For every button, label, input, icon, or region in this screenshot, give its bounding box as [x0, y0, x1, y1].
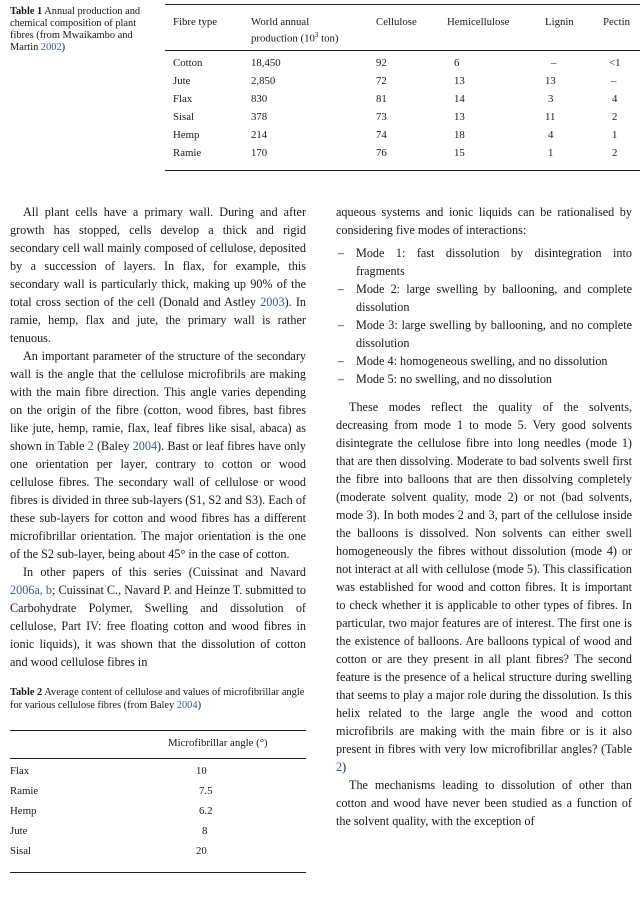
table2-cell-fibre: Flax [10, 765, 30, 777]
right-paragraph-2: The mechanisms leading to dissolution of other than cotton and wood have never been studied as a function of the solvent quality, with the exception of [336, 778, 632, 828]
table1-header-pectin: Pectin [603, 16, 630, 28]
table1-cell-pectin: 2 [612, 147, 618, 159]
table2-caption-text: Average content of cellulose and values of microfibrillar angle for various cellulose fibres (from Baley [10, 687, 305, 711]
table2-row [10, 845, 306, 865]
table1-cell-lignin: 3 [548, 93, 554, 105]
table1-header-fibre: Fibre type [173, 16, 218, 28]
table1-caption-citation[interactable]: 2002 [40, 42, 62, 53]
table1-cell-pectin: <1 [609, 57, 621, 69]
table1-cell-production: 378 [251, 111, 268, 123]
table1-row [165, 57, 640, 75]
table1-cell-production: 214 [251, 129, 268, 141]
mode-item: – Mode 3: large swelling by ballooning, and no complete dissolution [336, 316, 632, 352]
table2-cell-fibre: Jute [10, 825, 28, 837]
table1-cell-hemicellulose: 15 [454, 147, 465, 159]
table1-caption-label: Table 1 [10, 6, 43, 17]
table1-cell-hemicellulose: 18 [454, 129, 465, 141]
table2-cell-angle: 20 [196, 845, 207, 857]
table1-header-production-text: production (10 [251, 32, 315, 45]
left-p2-text-end: ). Bast or leaf fibres have only one orientation per layer, contrary to cotton or wood cellulose fibres. The secondary wall of cellulose or wood fibres is divided in three sub-layers (S1, S2 and S3). Each of these sub-layers for cotton and wood fibres has a different microfibrillar orientation. The major orientation is the one of the S2 sub-layer, being about 45° in the case of cotton. [10, 439, 306, 561]
table-reference-link[interactable]: 2 [87, 439, 94, 453]
table1-cell-lignin: 13 [545, 75, 556, 87]
table2-bottom-rule [10, 872, 306, 873]
left-p3-text-end: ; Cuissinat C., Navard P. and Heinze T. submitted to Carbohydrate Polymer, Swelling and dissolution of cellulose, Part IV: free floating cotton and wood fibres in ionic liquids), it was shown that the dissolution of cotton and wood cellulose fibres in [10, 583, 306, 669]
modes-list [336, 244, 632, 388]
table2-row [10, 825, 306, 845]
table2-caption-label: Table 2 [10, 687, 43, 698]
table1-header-hemicellulose: Hemicellulose [447, 16, 510, 28]
table2-row [10, 785, 306, 805]
table1-header-production-unit: ton) [318, 32, 339, 45]
table1-cell-fibre: Sisal [173, 111, 194, 123]
table2-header-rule [10, 758, 306, 759]
table1-cell-fibre: Flax [173, 93, 193, 105]
table1-cell-production: 830 [251, 93, 268, 105]
table1-cell-lignin: 4 [548, 129, 554, 141]
right-p1-text-end: ) [342, 760, 347, 774]
table2-cell-angle: 6.2 [199, 805, 213, 817]
table1-header-production [251, 16, 338, 45]
mode-item: – Mode 1: fast dissolution by disintegration into fragments [336, 244, 632, 280]
table1-cell-fibre: Jute [173, 75, 191, 87]
table1-cell-pectin: 1 [612, 129, 618, 141]
table1-cell-fibre: Hemp [173, 129, 200, 141]
table1-header-production-line1: World annual [251, 16, 310, 28]
mode-item: – Mode 5: no swelling, and no dissolution [336, 370, 632, 388]
table1-cell-cellulose: 81 [376, 93, 387, 105]
table2-caption-end: ) [197, 700, 202, 711]
table1-cell-lignin: 1 [548, 147, 554, 159]
table1-cell-production: 170 [251, 147, 268, 159]
table1-header-cellulose: Cellulose [376, 16, 417, 28]
citation-link[interactable]: 2003 [260, 295, 285, 309]
table2-row [10, 805, 306, 825]
table2-cell-angle: 7.5 [199, 785, 213, 797]
table2-top-rule [10, 730, 306, 731]
right-column [336, 203, 632, 830]
left-column [10, 203, 306, 671]
left-paragraph-3 [10, 563, 306, 671]
table1-cell-cellulose: 72 [376, 75, 387, 87]
table1-row [165, 111, 640, 129]
citation-link[interactable]: 2006a, b [10, 583, 52, 597]
table1-row [165, 75, 640, 93]
table1-caption [10, 6, 150, 54]
table1-cell-hemicellulose: 14 [454, 93, 465, 105]
table1-caption-end: ) [61, 42, 66, 53]
citation-link[interactable]: 2004 [132, 439, 158, 453]
table1-cell-fibre: Ramie [173, 147, 202, 159]
table1-cell-hemicellulose: 13 [454, 111, 465, 123]
left-paragraph-1 [10, 203, 306, 347]
table-reference-link[interactable]: 2 [336, 760, 343, 774]
mode-item: – Mode 4: homogeneous swelling, and no dissolution [336, 352, 632, 370]
mode-item: – Mode 2: large swelling by ballooning, and complete dissolution [336, 280, 632, 316]
table2-cell-fibre: Hemp [10, 805, 37, 817]
table1-header-rule [165, 50, 640, 51]
table1-cell-cellulose: 92 [376, 57, 387, 69]
table2-cell-angle: 8 [202, 825, 208, 837]
table1-cell-pectin: 4 [612, 93, 618, 105]
left-paragraph-2 [10, 347, 306, 563]
table1-top-rule [165, 4, 640, 5]
table1-cell-production: 2,850 [251, 75, 276, 87]
table2-cell-fibre: Ramie [10, 785, 39, 797]
right-intro: aqueous systems and ionic liquids can be rationalised by considering five modes of interactions: [336, 205, 632, 237]
right-paragraph-1 [336, 398, 632, 776]
table2-cell-angle: 10 [196, 765, 207, 777]
table2-header-angle: Microfibrillar angle (°) [168, 737, 268, 749]
table2-caption [10, 686, 306, 712]
table1-header-production-line2 [251, 29, 338, 45]
table1-cell-cellulose: 73 [376, 111, 387, 123]
table2-row [10, 765, 306, 785]
table1-cell-lignin: – [551, 57, 557, 69]
table1-cell-lignin: 11 [545, 111, 556, 123]
left-p1-text: All plant cells have a primary wall. During and after growth has stopped, cells develop a thick and rigid secondary cell wall mainly composed of cellulose, deposited by a succession of layers. In flax, for example, this secondary wall is particularly thick, making up 90% of the total cross section of the cell (Donald and Astley [10, 205, 306, 309]
table2-cell-fibre: Sisal [10, 845, 31, 857]
table1-bottom-rule [165, 170, 640, 171]
table1-row [165, 147, 640, 165]
table1-cell-pectin: 2 [612, 111, 618, 123]
table1-header-lignin: Lignin [545, 16, 574, 28]
table1-header-production-sup: 3 [314, 30, 319, 39]
left-p1-text-end: ). In ramie, hemp, flax and jute, the primary wall is rather tenuous. [10, 295, 307, 345]
right-p1-text: These modes reflect the quality of the solvents, decreasing from mode 1 to mode 5. Very good solvents disintegrate the cellulose fibre into long needles (mode 1) that are then dissolving. Moderate to bad solvents swell first the fibre into balloons that are then dissolving completely (moderate solvent quality, mode 2) or not (bad solvents, mode 3). In both modes 2 and 3, part of the cellulose inside the balloons is dissolved. Non solvents can either swell homogeneously the fibres without dissolution (mode 4) or not interact at all with cellulose (mode 5). This classification was established for wood and cotton fibres. It is important to check whether it is applicable to other types of fibres. In particular, two major features are of interest. The first one is the existence of balloons. Are balloons typical of wood and cotton or are they present in all plant fibres? The second feature is the presence of a helical structure during swelling that seems to play a major role during the dissolution. Is this helix related to the large angle the wood and cotton microfibrils are making with the main fibre or is it also present in fibres with very low microfibrillar angles? (Table [336, 400, 632, 756]
left-p2-text: An important parameter of the structure of the secondary wall is the angle that the cellulose microfibrils are making with the main fibre direction. This angle varies depending on the origin of the fibre (cotton, wood fibres, bast fibres like jute, hemp, ramie, flax, leaf fibres like sisal, abaca) as shown in Table [10, 349, 306, 453]
table1-cell-hemicellulose: 13 [454, 75, 465, 87]
table1-cell-cellulose: 76 [376, 147, 387, 159]
table1-row [165, 129, 640, 147]
table1-cell-fibre: Cotton [173, 57, 203, 69]
left-p2-text-mid: (Baley [93, 439, 133, 453]
table1-caption-text: Annual production and chemical composition of plant fibres (from Mwaikambo and Martin [10, 6, 141, 53]
table1-cell-production: 18,450 [251, 57, 281, 69]
table1-cell-cellulose: 74 [376, 129, 387, 141]
table2-caption-citation[interactable]: 2004 [176, 700, 198, 711]
table1-cell-hemicellulose: 6 [454, 57, 460, 69]
table1-cell-pectin: – [611, 75, 617, 87]
left-p3-text: In other papers of this series (Cuissinat and Navard [23, 565, 306, 579]
table1-row [165, 93, 640, 111]
